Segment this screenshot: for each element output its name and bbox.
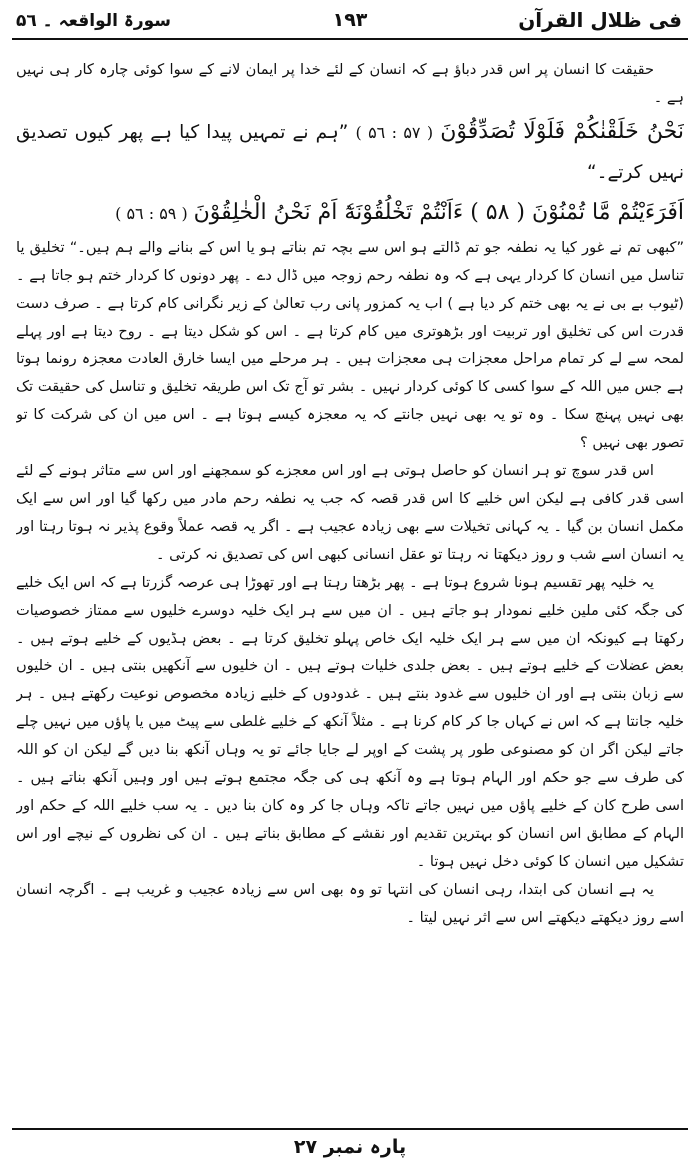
verse-1 bbox=[16, 112, 684, 193]
verse-1-arabic: نَحْنُ خَلَقْنٰكُمْ فَلَوْلَا تُصَدِّقُوْنَ bbox=[440, 118, 684, 144]
paragraph-4: یہ خلیہ پھر تقسیم ہونا شروع ہوتا ہے ۔ پھر بڑھتا رہتا ہے اور تھوڑا ہی عرصہ گزرتا ہے کہ اس ایک خلیے کی جگہ کئی ملین خلیے نمودار ہو جاتے ہیں ۔ ان میں سے ہر ایک خلیہ دوسرے خلیوں سے ممتاز خصوصیات رکھتا ہے کیونکہ ان میں سے ہر ایک خلیہ ایک خاص پہلو تخلیق کرتا ہے ۔ بعض ہڈیوں کے خلیے ہوتے ہیں ۔ بعض عضلات کے خلیے ہوتے ہیں ۔ بعض جلدی خلیات ہوتے ہیں ۔ ان خلیوں سے آنکھیں بنتی ہیں ۔ ان خلیوں سے زبان بنتی ہے اور ان خلیوں سے غدود بنتے ہیں ۔ غدودوں کے خلیے زیادہ مخصوص نوعیت رکھتے ہیں ۔ ہر خلیہ جانتا ہے کہ اس نے کہاں جا کر کام کرنا ہے ۔ مثلاً آنکھ کے خلیے غلطی سے پیٹ میں یا پاؤں میں نہیں چلے جاتے لیکن اگر ان کو مصنوعی طور پر پشت کے اوپر لے جایا جائے تو یہ وہاں آنکھ بنا دیں گے لیکن ان کو اللہ کی طرف سے جو حکم اور الہام ہوتا ہے وہ آنکھ ہی کی جگہ مجتمع ہوتے ہیں اور وہیں آنکھ بناتے ہیں ۔ اسی طرح کان کے خلیے پاؤں میں نہیں جاتے تاکہ وہاں جا کر وہ کان بنا دیں ۔ یہ سب خلیے اللہ کے حکم اور الہام کے مطابق اس انسان کو بہترین تقدیم اور نقشے کے مطابق بناتے ہیں ۔ ان کی نظروں کے نیچے اور اس تشکیل میں انسان کا کوئی دخل نہیں ہوتا ۔ bbox=[16, 573, 684, 870]
verse-2-arabic: اَفَرَءَيْتُمْ مَّا تُمْنُوْنَ ( ۵۸ ) ءَاَنْتُمْ تَخْلُقُوْنَهٗٓ اَمْ نَحْنُ الْخٰلِقُوْنَ bbox=[193, 199, 684, 225]
verse-2 bbox=[16, 193, 684, 234]
paragraph-5: یہ ہے انسان کی ابتدا، رہی انسان کی انتہا تو وہ بھی اس سے زیادہ عجیب و غریب ہے ۔ اگرچہ انسان اسے روز دیکھتے دیکھتے اس سے اثر نہیں لیتا ۔ bbox=[16, 880, 684, 926]
page-number: ١٩٣ bbox=[332, 9, 368, 31]
verse-1-translation: ”ہم نے تمہیں پیدا کیا ہے پھر کیوں تصدیق نہیں کرتے۔“ bbox=[16, 121, 684, 183]
surah-title: سورۃ الواقعہ ۔ ۵٦ bbox=[16, 11, 171, 31]
paragraph-1: حقیقت کا انسان پر اس قدر دباؤ ہے کہ انسان کے لئے خدا پر ایمان لانے کے سوا کوئی چارہ کار ہی نہیں ہے ۔ bbox=[16, 61, 684, 106]
page-body bbox=[16, 56, 684, 1096]
verse-2-reference: ( ۵٦ : ۵۹ ) bbox=[115, 203, 188, 223]
page-header bbox=[12, 6, 688, 40]
footer-para-number: پارہ نمبر ۲۷ bbox=[293, 1136, 407, 1158]
paragraph-2: ”کبھی تم نے غور کیا یہ نطفہ جو تم ڈالتے ہو اس سے بچہ تم بناتے ہو یا اس کے بنانے والے ہم ہیں۔“ تخلیق یا تناسل میں انسان کا کردار یہی ہے کہ وہ نطفہ رحم زوجہ میں ڈال دے ۔ پھر دونوں کا کردار ختم ہو جاتا ہے ۔ (ٹیوب بے بی نے یہ بھی ختم کر دیا ہے ) اب یہ کمزور پانی رب تعالیٰ کے زیر نگرانی کام کرتا ہے ۔ صرف دست قدرت اس کی تخلیق اور تربیت اور بڑھوتری میں کام کرتا ہے ۔ اس کو شکل دیتا ہے ۔ روح دیتا ہے اور پہلے لمحہ سے لے کر تمام مراحل معجزات ہی معجزات ہیں ۔ ہر مرحلے میں ایسا خارق العادت معجزہ رونما ہوتا ہے جس میں اللہ کے سوا کسی کا کوئی کردار نہیں ۔ بشر تو آج تک اس طریقہ تخلیق و تناسل کی حقیقت تک بھی نہیں پہنچ سکا ۔ وہ تو یہ بھی نہیں جانتے کہ یہ معجزہ کیسے ہوتا ہے ۔ اس میں ان کی شرکت کا تو تصور بھی نہیں ؟ bbox=[16, 238, 684, 452]
paragraph-3: اس قدر سوچ تو ہر انسان کو حاصل ہوتی ہے اور اس معجزے کو سمجھنے اور اس سے متاثر ہونے کے لئے اسی قدر کافی ہے لیکن اس خلیے کا اس قدر قصہ کہ جب یہ نطفہ رحم مادر میں رکھا گیا اور اس سے ایک مکمل انسان بن گیا ۔ یہ کہانی تخیلات سے بھی زیادہ عجیب ہے ۔ اگر یہ قصہ عملاً وقوع پذیر نہ ہوتا رہتا اور یہ انسان اسے شب و روز دیکھتا نہ رہتا تو عقل انسانی کبھی اس کی تصدیق نہ کرتی ۔ bbox=[16, 462, 684, 563]
footer-divider bbox=[12, 1128, 688, 1130]
verse-1-reference: ( ۵٦ : ۵۷ ) bbox=[355, 122, 434, 142]
book-title: فی ظلال القرآن bbox=[518, 8, 682, 32]
